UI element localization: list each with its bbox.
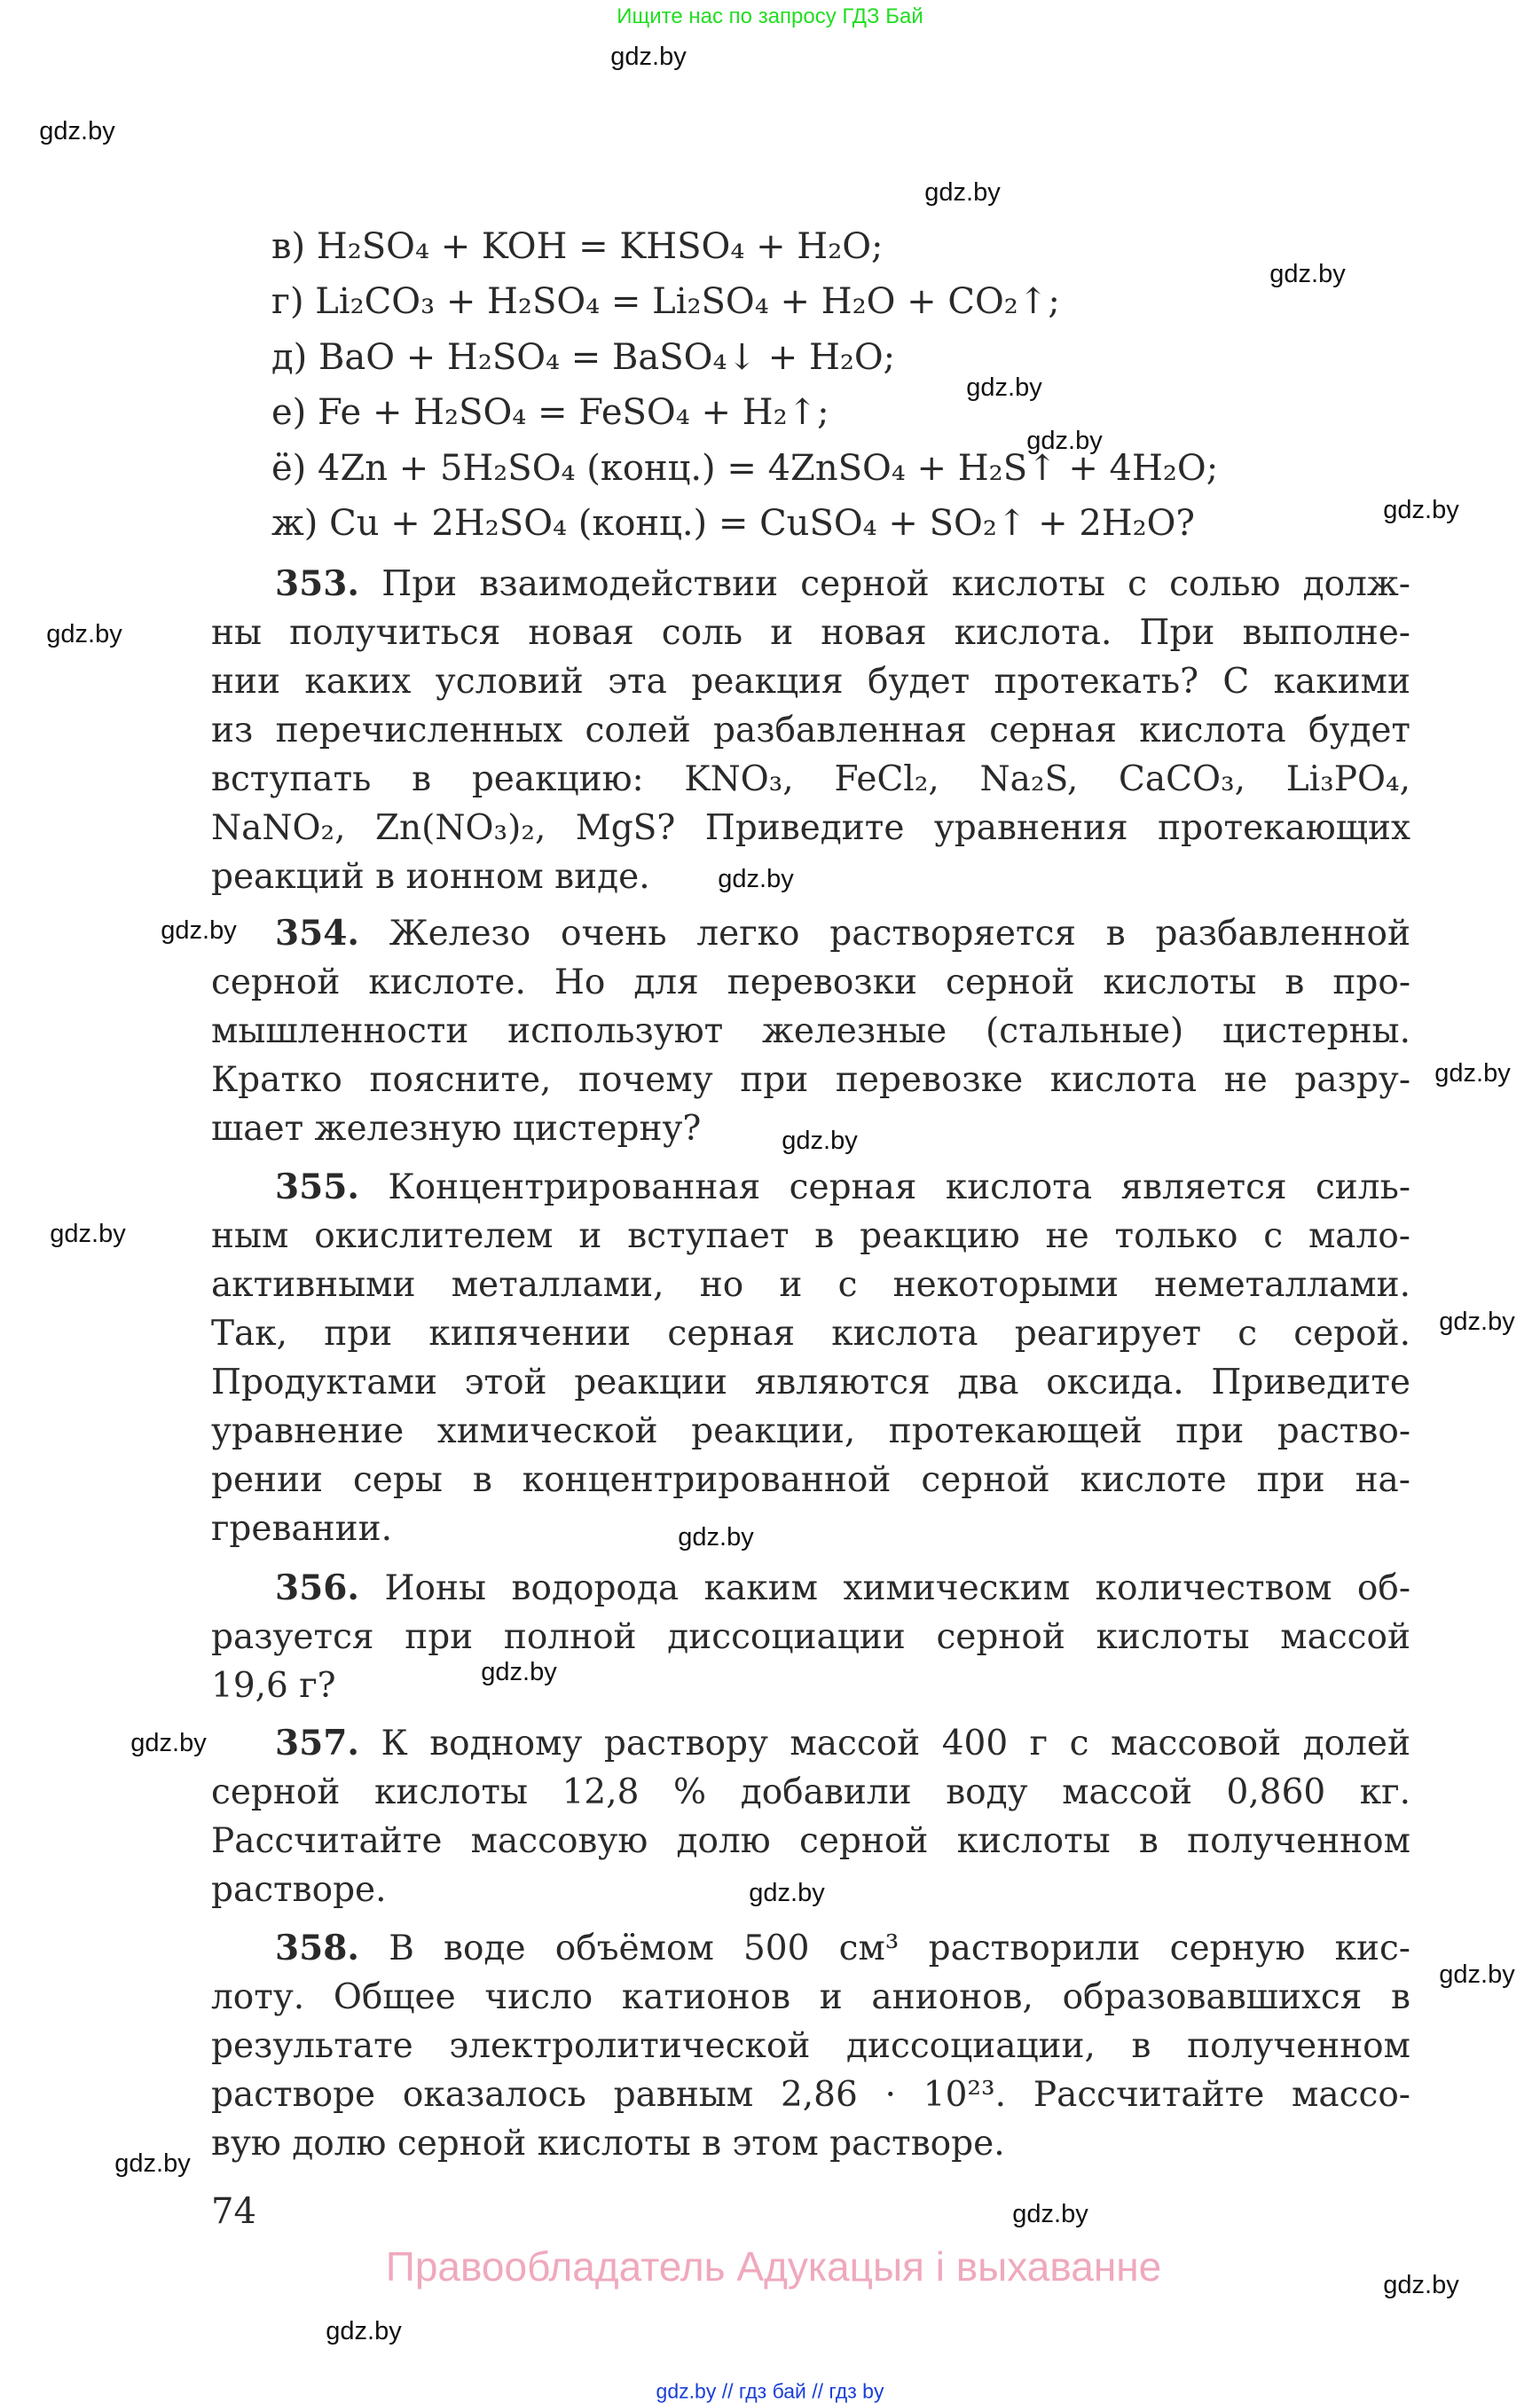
problem-356 — [211, 1564, 1410, 1710]
watermark-text: gdz.by — [678, 1523, 754, 1552]
watermark-text: gdz.by — [130, 1729, 207, 1757]
problem-line: Рассчитайте массовую долю серной кислоты в полученном — [211, 1821, 1410, 1861]
watermark-text: gdz.by — [1383, 496, 1459, 524]
watermark-text: gdz.by — [1383, 2271, 1459, 2299]
problem-line: мышленности используют железные (стальные) цистерны. — [211, 1011, 1410, 1051]
equation: д) BaO + H₂SO₄ = BaSO₄↓ + H₂O; — [271, 337, 896, 378]
problem-text: Ионы водорода каким химическим количеством об- — [384, 1568, 1410, 1608]
problem-number: 357. — [275, 1723, 359, 1764]
problem-354 — [211, 909, 1410, 1153]
problem-353 — [211, 560, 1410, 901]
problem-number: 356. — [275, 1567, 359, 1608]
problem-358 — [211, 1924, 1410, 2168]
page-number: 74 — [211, 2191, 256, 2232]
problem-line — [211, 1163, 1410, 1212]
problem-line: уравнение химической реакции, протекающей при раство- — [211, 1411, 1410, 1451]
problem-line: серной кислоты 12,8 % добавили воду массой 0,860 кг. — [211, 1772, 1410, 1812]
problem-line: рении серы в концентрированной серной кислоте при на- — [211, 1460, 1410, 1500]
equation: е) Fe + H₂SO₄ = FeSO₄ + H₂↑; — [271, 392, 829, 433]
problem-line: 19,6 г? — [211, 1666, 336, 1706]
problem-number: 355. — [275, 1167, 359, 1207]
watermark-text: gdz.by — [326, 2317, 402, 2345]
problem-line: растворе оказалось равным 2,86 · 10²³. Рассчитайте массо- — [211, 2075, 1410, 2115]
equation: ё) 4Zn + 5H₂SO₄ (конц.) = 4ZnSO₄ + H₂S↑ + 4H₂O; — [271, 448, 1219, 489]
problem-line — [211, 560, 1410, 609]
problem-line: из перечисленных солей разбавленная серная кислота будет — [211, 711, 1410, 750]
problem-number: 354. — [275, 913, 359, 954]
problem-line: Так, при кипячении серная кислота реагирует с серой. — [211, 1314, 1410, 1354]
problem-line: серной кислоте. Но для перевозки серной кислоты в про- — [211, 962, 1410, 1002]
problem-line: результате электролитической диссоциации, в полученном — [211, 2026, 1410, 2066]
watermark-text: gdz.by — [1269, 260, 1346, 288]
problem-line: нии каких условий эта реакция будет протекать? С какими — [211, 662, 1410, 702]
problem-text: Железо очень легко растворяется в разбавленной — [389, 914, 1410, 954]
watermark-text: gdz.by — [924, 178, 1001, 207]
equation: г) Li₂CO₃ + H₂SO₄ = Li₂SO₄ + H₂O + CO₂↑; — [271, 281, 1060, 322]
problem-line — [211, 1924, 1410, 1973]
problem-line: вую долю серной кислоты в этом растворе. — [211, 2124, 1005, 2164]
problem-line: вступать в реакцию: KNO₃, FeCl₂, Na₂S, CaCO₃, Li₃PO₄, — [211, 759, 1410, 799]
watermark-text: gdz.by — [782, 1127, 858, 1155]
watermark-text: gdz.by — [749, 1879, 825, 1907]
watermark-text: gdz.by — [161, 916, 237, 945]
equation: в) H₂SO₄ + KOH = KHSO₄ + H₂O; — [271, 226, 884, 267]
watermark-text: gdz.by — [481, 1658, 557, 1686]
problem-text: К водному раствору массой 400 г с массовой долей — [381, 1724, 1410, 1764]
watermark-text: gdz.by — [46, 620, 122, 648]
problem-line: NaNO₂, Zn(NO₃)₂, MgS? Приведите уравнения протекающих — [211, 808, 1410, 848]
footer-links[interactable]: gdz.by // гдз бай // гдз by — [656, 2379, 884, 2403]
equation: ж) Cu + 2H₂SO₄ (конц.) = CuSO₄ + SO₂↑ + 2H₂O? — [271, 503, 1195, 544]
watermark-text: gdz.by — [1434, 1059, 1511, 1088]
problem-line: Кратко поясните, почему при перевозке кислота не разру- — [211, 1060, 1410, 1100]
problem-line — [211, 1719, 1410, 1768]
problem-line: Продуктами этой реакции являются два оксида. Приведите — [211, 1363, 1410, 1402]
watermark-text: gdz.by — [1012, 2200, 1088, 2228]
problem-line: ны получиться новая соль и новая кислота. При выполне- — [211, 613, 1410, 653]
problem-line: ным окислителем и вступает в реакцию не только с мало- — [211, 1216, 1410, 1256]
problem-text: В воде объёмом 500 см³ растворили серную кис- — [389, 1929, 1410, 1968]
problem-357 — [211, 1719, 1410, 1914]
problem-line — [211, 909, 1410, 958]
watermark-text: gdz.by — [50, 1220, 126, 1248]
problem-line — [211, 1564, 1410, 1613]
problem-line: лоту. Общее число катионов и анионов, образовавшихся в — [211, 1977, 1410, 2017]
watermark-text: gdz.by — [39, 117, 115, 145]
problem-number: 358. — [275, 1928, 359, 1968]
problem-line: разуется при полной диссоциации серной кислоты массой — [211, 1617, 1410, 1657]
problem-line: растворе. — [211, 1870, 387, 1910]
watermark-text: gdz.by — [718, 865, 794, 893]
problem-number: 353. — [275, 563, 359, 604]
watermark-text: gdz.by — [114, 2149, 191, 2178]
problem-355 — [211, 1163, 1410, 1553]
watermark-text: gdz.by — [1439, 1960, 1515, 1989]
problem-line: шает железную цистерну? — [211, 1109, 702, 1149]
watermark-text: gdz.by — [1439, 1308, 1515, 1336]
problem-line: активными металлами, но и с некоторыми неметаллами. — [211, 1265, 1410, 1305]
search-banner[interactable]: Ищите нас по запросу ГДЗ Бай — [617, 4, 923, 28]
problem-text: Концентрированная серная кислота является силь- — [388, 1167, 1410, 1207]
problem-line: реакций в ионном виде. — [211, 857, 650, 897]
watermark-text: gdz.by — [966, 373, 1042, 402]
problem-text: При взаимодействии серной кислоты с солью долж- — [381, 564, 1410, 604]
problem-line: гревании. — [211, 1509, 393, 1549]
copyright-notice: Правообладатель Адукацыя і выхаванне — [385, 2243, 1162, 2290]
watermark-text: gdz.by — [610, 43, 687, 71]
watermark-text: gdz.by — [1026, 427, 1103, 455]
